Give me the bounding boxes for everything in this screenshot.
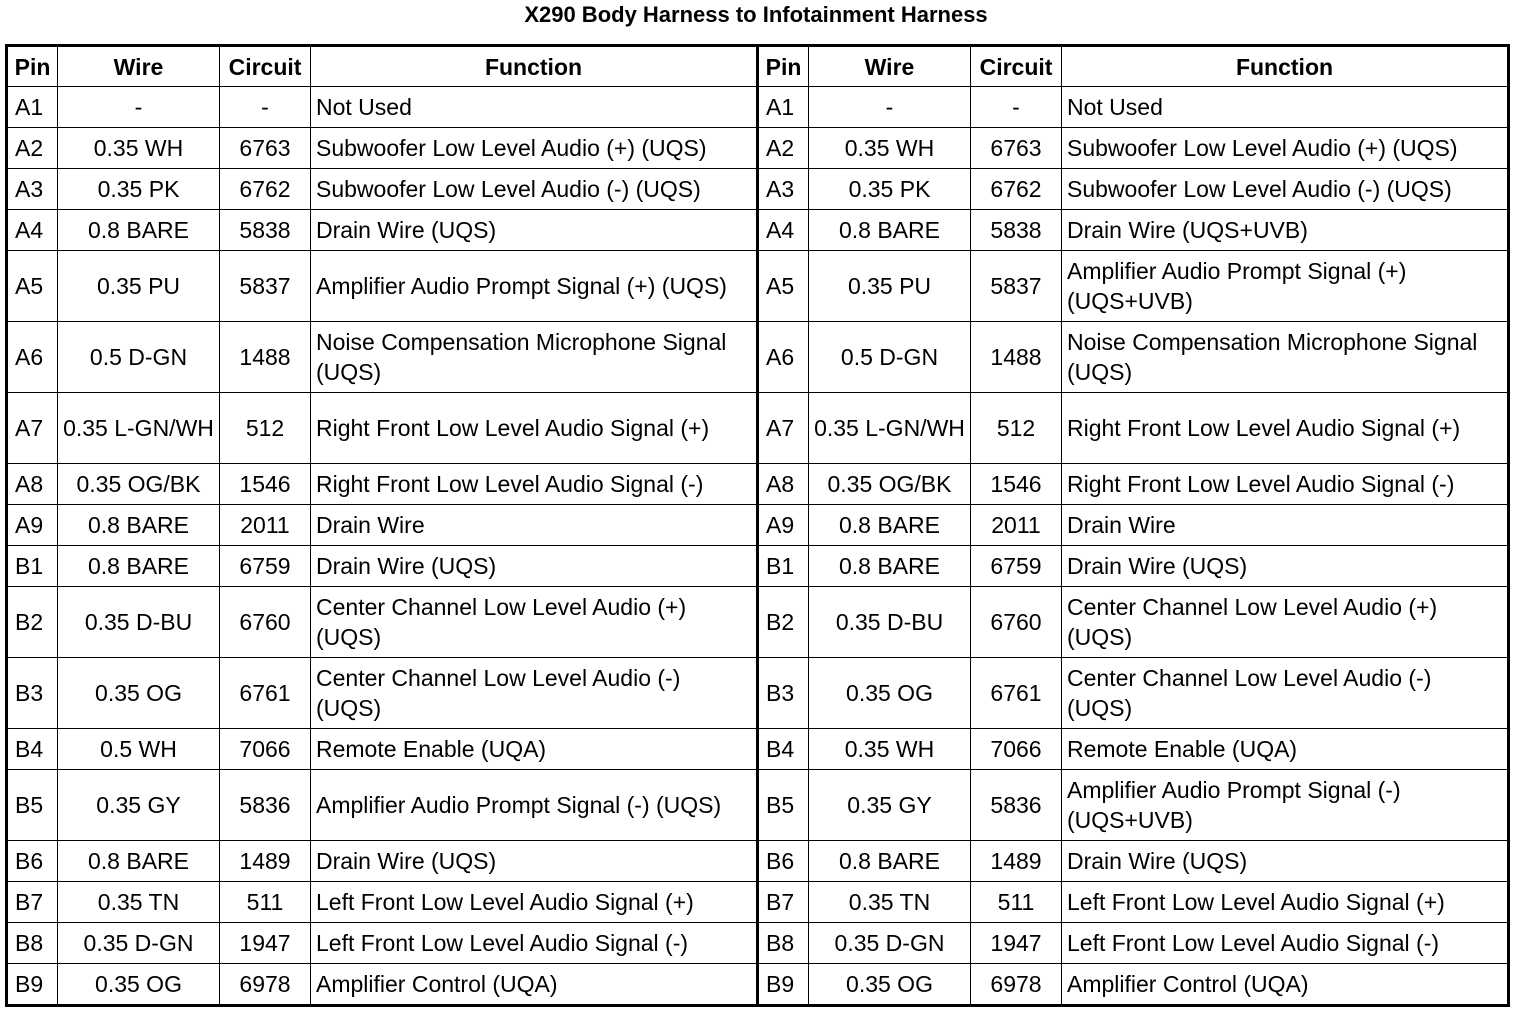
- right-circuit-cell: 511: [971, 882, 1062, 923]
- header-wire: Wire: [809, 46, 971, 87]
- left-pin-cell: B3: [7, 658, 58, 729]
- left-wire-cell: 0.35 D-BU: [58, 587, 220, 658]
- table-row: [7, 210, 1509, 251]
- left-circuit-cell: 512: [220, 393, 311, 464]
- left-pin-cell: A1: [7, 87, 58, 128]
- right-function-cell: Right Front Low Level Audio Signal (-): [1062, 464, 1509, 505]
- right-function-cell: Left Front Low Level Audio Signal (+): [1062, 882, 1509, 923]
- right-circuit-cell: 1947: [971, 923, 1062, 964]
- left-wire-cell: 0.35 PU: [58, 251, 220, 322]
- right-function-cell: Left Front Low Level Audio Signal (-): [1062, 923, 1509, 964]
- right-wire-cell: -: [809, 87, 971, 128]
- right-wire-cell: 0.35 GY: [809, 770, 971, 841]
- left-function-cell: Center Channel Low Level Audio (+) (UQS): [311, 587, 758, 658]
- left-function-cell: Drain Wire (UQS): [311, 546, 758, 587]
- right-wire-cell: 0.35 OG/BK: [809, 464, 971, 505]
- table-header: [7, 46, 1509, 87]
- left-function-cell: Amplifier Control (UQA): [311, 964, 758, 1006]
- right-pin-cell: B2: [758, 587, 809, 658]
- right-pin-cell: A7: [758, 393, 809, 464]
- right-wire-cell: 0.5 D-GN: [809, 322, 971, 393]
- right-function-cell: Subwoofer Low Level Audio (-) (UQS): [1062, 169, 1509, 210]
- table-row: [7, 128, 1509, 169]
- right-pin-cell: B9: [758, 964, 809, 1006]
- left-circuit-cell: 6978: [220, 964, 311, 1006]
- right-circuit-cell: 6762: [971, 169, 1062, 210]
- right-circuit-cell: 6761: [971, 658, 1062, 729]
- table-row: [7, 87, 1509, 128]
- left-circuit-cell: 5838: [220, 210, 311, 251]
- left-wire-cell: 0.35 OG/BK: [58, 464, 220, 505]
- left-function-cell: Drain Wire (UQS): [311, 210, 758, 251]
- right-circuit-cell: 6978: [971, 964, 1062, 1006]
- right-function-cell: Right Front Low Level Audio Signal (+): [1062, 393, 1509, 464]
- left-function-cell: Noise Compensation Microphone Signal (UQS): [311, 322, 758, 393]
- right-circuit-cell: 5838: [971, 210, 1062, 251]
- table-row: [7, 322, 1509, 393]
- left-pin-cell: B5: [7, 770, 58, 841]
- left-wire-cell: 0.8 BARE: [58, 546, 220, 587]
- header-pin: Pin: [7, 46, 58, 87]
- left-pin-cell: B7: [7, 882, 58, 923]
- left-pin-cell: B8: [7, 923, 58, 964]
- right-function-cell: Subwoofer Low Level Audio (+) (UQS): [1062, 128, 1509, 169]
- right-pin-cell: A3: [758, 169, 809, 210]
- header-circuit: Circuit: [220, 46, 311, 87]
- left-circuit-cell: 6759: [220, 546, 311, 587]
- right-wire-cell: 0.35 PK: [809, 169, 971, 210]
- table-row: [7, 964, 1509, 1006]
- left-circuit-cell: 5837: [220, 251, 311, 322]
- connector-pinout-table: [5, 44, 1510, 1007]
- left-function-cell: Center Channel Low Level Audio (-) (UQS): [311, 658, 758, 729]
- right-pin-cell: A4: [758, 210, 809, 251]
- left-wire-cell: 0.8 BARE: [58, 210, 220, 251]
- left-pin-cell: B4: [7, 729, 58, 770]
- left-pin-cell: B9: [7, 964, 58, 1006]
- left-circuit-cell: 511: [220, 882, 311, 923]
- right-function-cell: Remote Enable (UQA): [1062, 729, 1509, 770]
- left-wire-cell: 0.8 BARE: [58, 841, 220, 882]
- left-wire-cell: 0.35 WH: [58, 128, 220, 169]
- right-pin-cell: B5: [758, 770, 809, 841]
- right-function-cell: Drain Wire (UQS): [1062, 546, 1509, 587]
- left-pin-cell: B6: [7, 841, 58, 882]
- right-pin-cell: B6: [758, 841, 809, 882]
- left-circuit-cell: -: [220, 87, 311, 128]
- right-wire-cell: 0.35 TN: [809, 882, 971, 923]
- left-wire-cell: 0.35 D-GN: [58, 923, 220, 964]
- table-row: [7, 587, 1509, 658]
- right-wire-cell: 0.8 BARE: [809, 546, 971, 587]
- right-circuit-cell: 5836: [971, 770, 1062, 841]
- left-function-cell: Not Used: [311, 87, 758, 128]
- right-function-cell: Amplifier Control (UQA): [1062, 964, 1509, 1006]
- right-circuit-cell: 7066: [971, 729, 1062, 770]
- table-row: [7, 770, 1509, 841]
- right-pin-cell: B8: [758, 923, 809, 964]
- right-circuit-cell: 6763: [971, 128, 1062, 169]
- right-wire-cell: 0.8 BARE: [809, 505, 971, 546]
- right-wire-cell: 0.35 D-GN: [809, 923, 971, 964]
- right-circuit-cell: 1489: [971, 841, 1062, 882]
- right-circuit-cell: 5837: [971, 251, 1062, 322]
- table-row: [7, 251, 1509, 322]
- table-body: [7, 87, 1509, 1006]
- left-wire-cell: 0.5 WH: [58, 729, 220, 770]
- left-wire-cell: 0.35 OG: [58, 964, 220, 1006]
- right-pin-cell: B3: [758, 658, 809, 729]
- left-pin-cell: A9: [7, 505, 58, 546]
- left-function-cell: Drain Wire (UQS): [311, 841, 758, 882]
- right-wire-cell: 0.8 BARE: [809, 210, 971, 251]
- left-wire-cell: 0.35 GY: [58, 770, 220, 841]
- left-pin-cell: B1: [7, 546, 58, 587]
- left-function-cell: Right Front Low Level Audio Signal (-): [311, 464, 758, 505]
- header-function: Function: [1062, 46, 1509, 87]
- left-pin-cell: A7: [7, 393, 58, 464]
- left-circuit-cell: 7066: [220, 729, 311, 770]
- table-row: [7, 505, 1509, 546]
- header-function: Function: [311, 46, 758, 87]
- left-wire-cell: 0.5 D-GN: [58, 322, 220, 393]
- right-wire-cell: 0.8 BARE: [809, 841, 971, 882]
- left-circuit-cell: 1947: [220, 923, 311, 964]
- page-title: X290 Body Harness to Infotainment Harness: [524, 2, 988, 27]
- left-wire-cell: 0.8 BARE: [58, 505, 220, 546]
- right-pin-cell: A8: [758, 464, 809, 505]
- left-pin-cell: A5: [7, 251, 58, 322]
- left-wire-cell: 0.35 OG: [58, 658, 220, 729]
- left-circuit-cell: 1488: [220, 322, 311, 393]
- right-pin-cell: B4: [758, 729, 809, 770]
- table-row: [7, 923, 1509, 964]
- right-pin-cell: B7: [758, 882, 809, 923]
- right-function-cell: Not Used: [1062, 87, 1509, 128]
- left-pin-cell: A4: [7, 210, 58, 251]
- left-function-cell: Subwoofer Low Level Audio (-) (UQS): [311, 169, 758, 210]
- left-circuit-cell: 6761: [220, 658, 311, 729]
- left-circuit-cell: 5836: [220, 770, 311, 841]
- right-wire-cell: 0.35 D-BU: [809, 587, 971, 658]
- right-wire-cell: 0.35 WH: [809, 128, 971, 169]
- right-pin-cell: A9: [758, 505, 809, 546]
- left-function-cell: Amplifier Audio Prompt Signal (+) (UQS): [311, 251, 758, 322]
- table-row: [7, 882, 1509, 923]
- right-function-cell: Drain Wire (UQS+UVB): [1062, 210, 1509, 251]
- header-row: [7, 46, 1509, 87]
- left-pin-cell: A6: [7, 322, 58, 393]
- table-row: [7, 841, 1509, 882]
- table-row: [7, 169, 1509, 210]
- right-pin-cell: A6: [758, 322, 809, 393]
- header-pin: Pin: [758, 46, 809, 87]
- right-pin-cell: A1: [758, 87, 809, 128]
- left-function-cell: Drain Wire: [311, 505, 758, 546]
- table-row: [7, 393, 1509, 464]
- left-pin-cell: A2: [7, 128, 58, 169]
- table-row: [7, 658, 1509, 729]
- left-function-cell: Left Front Low Level Audio Signal (+): [311, 882, 758, 923]
- left-wire-cell: 0.35 L-GN/WH: [58, 393, 220, 464]
- right-function-cell: Amplifier Audio Prompt Signal (+) (UQS+UVB): [1062, 251, 1509, 322]
- left-function-cell: Amplifier Audio Prompt Signal (-) (UQS): [311, 770, 758, 841]
- right-pin-cell: A5: [758, 251, 809, 322]
- right-function-cell: Drain Wire: [1062, 505, 1509, 546]
- right-circuit-cell: 1546: [971, 464, 1062, 505]
- header-circuit: Circuit: [971, 46, 1062, 87]
- left-wire-cell: 0.35 TN: [58, 882, 220, 923]
- left-pin-cell: B2: [7, 587, 58, 658]
- left-pin-cell: A3: [7, 169, 58, 210]
- left-function-cell: Remote Enable (UQA): [311, 729, 758, 770]
- left-circuit-cell: 2011: [220, 505, 311, 546]
- right-wire-cell: 0.35 OG: [809, 964, 971, 1006]
- table-row: [7, 464, 1509, 505]
- left-function-cell: Right Front Low Level Audio Signal (+): [311, 393, 758, 464]
- right-function-cell: Noise Compensation Microphone Signal (UQS): [1062, 322, 1509, 393]
- right-wire-cell: 0.35 PU: [809, 251, 971, 322]
- right-function-cell: Center Channel Low Level Audio (-) (UQS): [1062, 658, 1509, 729]
- right-wire-cell: 0.35 WH: [809, 729, 971, 770]
- left-circuit-cell: 1489: [220, 841, 311, 882]
- left-circuit-cell: 6760: [220, 587, 311, 658]
- left-circuit-cell: 1546: [220, 464, 311, 505]
- right-wire-cell: 0.35 OG: [809, 658, 971, 729]
- right-circuit-cell: 6760: [971, 587, 1062, 658]
- right-circuit-cell: 1488: [971, 322, 1062, 393]
- right-circuit-cell: -: [971, 87, 1062, 128]
- left-function-cell: Subwoofer Low Level Audio (+) (UQS): [311, 128, 758, 169]
- right-pin-cell: B1: [758, 546, 809, 587]
- left-circuit-cell: 6762: [220, 169, 311, 210]
- table-row: [7, 546, 1509, 587]
- right-pin-cell: A2: [758, 128, 809, 169]
- left-function-cell: Left Front Low Level Audio Signal (-): [311, 923, 758, 964]
- left-circuit-cell: 6763: [220, 128, 311, 169]
- right-wire-cell: 0.35 L-GN/WH: [809, 393, 971, 464]
- right-function-cell: Center Channel Low Level Audio (+) (UQS): [1062, 587, 1509, 658]
- header-wire: Wire: [58, 46, 220, 87]
- right-circuit-cell: 512: [971, 393, 1062, 464]
- right-function-cell: Drain Wire (UQS): [1062, 841, 1509, 882]
- left-pin-cell: A8: [7, 464, 58, 505]
- table-row: [7, 729, 1509, 770]
- right-circuit-cell: 6759: [971, 546, 1062, 587]
- right-function-cell: Amplifier Audio Prompt Signal (-) (UQS+UVB): [1062, 770, 1509, 841]
- right-circuit-cell: 2011: [971, 505, 1062, 546]
- left-wire-cell: -: [58, 87, 220, 128]
- left-wire-cell: 0.35 PK: [58, 169, 220, 210]
